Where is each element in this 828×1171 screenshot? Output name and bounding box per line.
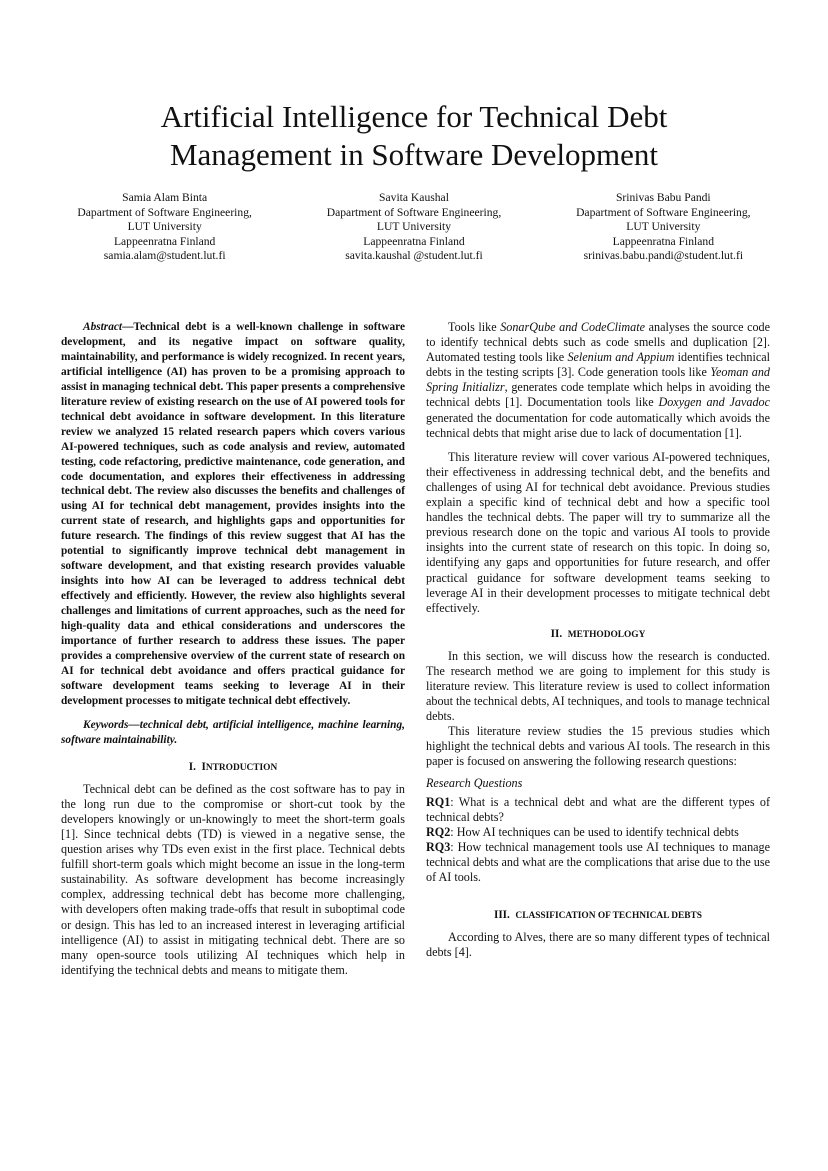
author-university: LUT University [626, 220, 701, 234]
keywords: Keywords—technical debt, artificial intelligence, machine learning, software maintainability. [61, 718, 405, 746]
research-question-2 [426, 825, 770, 840]
methodology-paragraph-2: This literature review studies the 15 previous studies which highlight the technical debts and various AI tools. The research in this paper is focused on answering the following research questions: [426, 724, 770, 769]
rq-label: RQ3 [426, 839, 451, 854]
paper-title [60, 98, 768, 174]
author-1 [40, 191, 289, 264]
author-2 [289, 191, 538, 264]
tool-name: SonarQube and CodeClimate [500, 320, 646, 334]
text-run: , generates code template which helps in avoiding the technical debts [1]. Documentation tools like [426, 380, 770, 410]
section-heading-methodology [426, 627, 770, 643]
author-university: LUT University [376, 220, 452, 234]
abstract-text: —Technical debt is a well-known challenge in software development, and its negative impact on software quality, maintainability, and performance is widely recognized. In recent years, artificial intelligence (AI) has proven to be a promising approach to assist in managing technical debt. This paper presents a comprehensive literature review of existing research on the use of AI powered tools for technical debt avoidance in software development. In this literature review we analyzed 15 related research papers which covers various AI-powered techniques, such as code analysis and review, automated testing, code refactoring, predictive maintenance, code generation, and code documentation, and explores their effectiveness in addressing technical debt. The review also discusses the benefits and challenges of using AI for technical debt management, provides insights into the current state of research, and highlights gaps and opportunities for future research. The findings of this review suggest that AI has the potential to significantly improve technical debt management in software development, and that existing research provides valuable insights into how AI can be leveraged to address technical debt effectively and efficiently. However, the review also highlights several challenges and limitations of current approaches, such as the need for high-quality data and ethical considerations and underscores the importance of further research to address these issues. The paper provides a comprehensive overview of the current state of research on AI for technical debt avoidance and offers practical guidance for software development teams seeking to leverage AI in their development processes to mitigate technical debt effectively. [61, 321, 405, 707]
tool-name: Yeoman and Spring Initializr [426, 365, 771, 395]
author-department: Dapartment of Software Engineering, [77, 205, 252, 219]
author-location: Lappeenratna Finland [363, 234, 465, 248]
author-name: Savita Kaushal [379, 191, 449, 204]
research-question-1 [426, 795, 770, 825]
abstract [61, 320, 405, 709]
section-heading-classification [426, 908, 770, 924]
author-location: Lappeenratna Finland [113, 234, 216, 248]
section-number: I. [188, 760, 196, 773]
author-university: LUT University [127, 220, 202, 234]
author-department: Dapartment of Software Engineering, [326, 205, 502, 219]
rq-label: RQ1 [426, 794, 451, 809]
section-number: II. [550, 627, 563, 640]
author-email: savita.kaushal @student.lut.fi [345, 249, 483, 263]
author-location: Lappeenratna Finland [612, 234, 715, 248]
section-number: III. [493, 909, 510, 922]
title-line-2: Management in Software Development [169, 137, 659, 172]
section-title-initial: I [201, 760, 206, 773]
section-title: CLASSIFICATION OF TECHNICAL DEBTS [515, 911, 703, 922]
abstract-lead: Abstract [83, 321, 123, 333]
author-block [40, 191, 788, 264]
section-heading-introduction [61, 760, 405, 776]
introduction-paragraph: Technical debt can be defined as the cost software has to pay in the long run due to the compromise or short-cut took by the developers knowingly or un-knowingly to meet the short-term goals [1]. Since technical debts (TD) is viewed in a negative sense, the question arises why TDs even exist in the first place. Technical debts fulfill short-term goals which might become an issue in the long-term sustainability. As software development has become increasingly complex, addressing technical debt has become more challenging, with developers often making trade-offs that result in suboptimal code or design. This has led to an increased interest in leveraging artificial intelligence (AI) to assist in mitigating technical debt. There are so many open-source tools utilizing AI techniques which help in identifying the technical debts and means to mitigate them. [61, 781, 405, 977]
methodology-paragraph-1: In this section, we will discuss how the research is conducted. The research method we are going to implement for this study is literature review. This literature review is used to collect information about the technical debts, AI techniques, and tools to manage technical debts. [426, 648, 770, 724]
rq-label: RQ2 [426, 824, 451, 839]
text-run: Tools like [448, 320, 501, 334]
tools-paragraph [426, 320, 770, 441]
tool-name: Selenium and Appium [567, 350, 675, 365]
author-department: Dapartment of Software Engineering, [576, 205, 751, 219]
research-questions-title: Research Questions [426, 775, 523, 790]
author-3 [539, 191, 788, 264]
text-run: generated the documentation for code automatically which avoids the technical debts that might arise due to lack of documentation [1]. [426, 410, 770, 440]
left-column [61, 320, 405, 978]
section-title: METHODOLOGY [567, 629, 646, 640]
section-title-rest: NTRODUCTION [205, 762, 278, 773]
rq-text: : How technical management tools use AI techniques to manage technical debts and what are the complications that arise due to the use of AI tools. [426, 839, 770, 885]
author-name: Samia Alam Binta [122, 191, 208, 204]
author-email: srinivas.babu.pandi@student.lut.fi [583, 249, 744, 263]
rq-text: : What is a technical debt and what are the different types of technical debts? [426, 794, 770, 824]
research-question-3 [426, 840, 770, 885]
right-column [426, 320, 770, 960]
author-name: Srinivas Babu Pandi [615, 191, 711, 204]
classification-paragraph: According to Alves, there are so many different types of technical debts [4]. [426, 930, 770, 960]
rq-text: : How AI techniques can be used to identify technical debts [450, 824, 739, 839]
text-run: identifies technical debts in the testing scripts [3]. Code generation tools like [426, 350, 770, 380]
author-email: samia.alam@student.lut.fi [103, 249, 226, 263]
text-run: analyses the source code to identify technical debts such as code smells and duplication [2]. Automated testing tools like [426, 320, 770, 365]
review-paragraph: This literature review will cover various AI-powered techniques, their effectiveness in addressing technical debt, and the benefits and challenges of using AI for technical debt avoidance. Previous studies explain a specific kind of technical debt and how a specific tool handles the technical debts. The paper will try to summarize all the previous research done on the topic and various AI tools to provide insights into the current state of research on this topic. In doing so, identifying any gaps and opportunities for future research, and offer practical guidance for software development teams seeking to leverage AI in their development processes to mitigate technical debt effectively. [426, 449, 770, 615]
title-line-1: Artificial Intelligence for Technical Debt [160, 99, 668, 134]
tool-name: Doxygen and Javadoc [658, 395, 770, 410]
